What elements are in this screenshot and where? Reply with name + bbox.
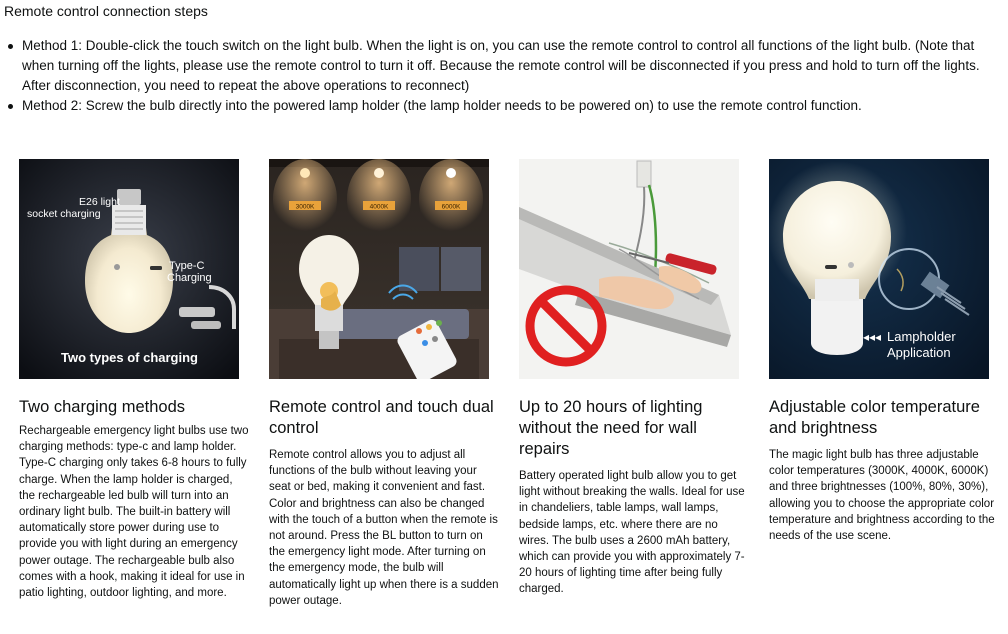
image-caption: Two types of charging (61, 350, 198, 365)
lampholder-application-label: Lampholder Application (887, 329, 956, 360)
temp-3000k-label: 3000K (295, 203, 315, 211)
card-body: The magic light bulb has three adjustable color temperatures (3000K, 4000K, 6000K) and three brightnesses (100%, 80%, 30%), allowing you to choose the appropriate color temperature and brightness according to the needs of the use scene. (769, 449, 995, 543)
card-title: Two charging methods (19, 398, 186, 416)
feature-card-remote (269, 159, 499, 609)
feature-card-color-temperature (769, 159, 999, 544)
temp-6000k-label: 6000K (441, 203, 461, 211)
card-title: Up to 20 hours of lighting without the need for wall repairs (519, 398, 703, 458)
feature-card-battery (519, 159, 749, 598)
typec-charging-label: Type-C Charging (167, 260, 212, 284)
step-method-1: Method 1: Double-click the touch switch on the light bulb. When the light is on, you can use the remote control to control all functions of the light bulb. (Note that when turning off the lights, please use the remote control to turn it off. Because the remote control will be disconnected if you press and hold to turn off the lights. After disconnection, you need to repeat the above operations to reconnect) (22, 36, 1006, 96)
lampholder-image (769, 159, 989, 379)
card-body: Battery operated light bulb allow you to get light without breaking the walls. Ideal for use in chandeliers, table lamps, wall lamps, bedside lamps, etc. where there are no wires. The bulb uses a 2600 mAh battery, which can provide you with approximately 7-20 hours of lighting time after being fully charged. (519, 470, 745, 596)
charging-image (19, 159, 239, 379)
section-title: Remote control connection steps (4, 3, 208, 19)
remote-control-image (269, 159, 489, 379)
feature-card-charging (19, 159, 249, 601)
steps-list (22, 36, 1006, 116)
card-title: Remote control and touch dual control (269, 398, 494, 437)
card-body: Rechargeable emergency light bulbs use two charging methods: type-c and lamp holder. Type-C charging only takes 6-8 hours to fully charge. When the lamp holder is charged, the rechargeable led bulb will turn into an ordinary light bulb. The built-in battery will automatically store power during use to provide you with light during an emergency power outage. The rechargeable bulb also comes with a hook, making it ideal for use in patio lighting, outdoor lighting, and more. (19, 425, 249, 600)
no-wall-repair-image (519, 159, 739, 379)
step-method-2: Method 2: Screw the bulb directly into the powered lamp holder (the lamp holder needs to be powered on) to use the remote control function. (22, 96, 1006, 116)
lampholder-arrows: ◂◂◂ (863, 330, 882, 344)
e26-charging-label: E26 light socket charging (27, 196, 120, 220)
card-title: Adjustable color temperature and brightness (769, 398, 980, 437)
temp-4000k-label: 4000K (369, 203, 389, 211)
card-body: Remote control allows you to adjust all functions of the bulb without leaving your seat or bed, making it convenient and fast. Color and brightness can also be changed with the touch of a button when the remote is not around. Press the BL button to turn on the emergency light mode. After turning on the emergency mode, the bulb will automatically light up when there is a sudden power outage. (269, 449, 499, 607)
